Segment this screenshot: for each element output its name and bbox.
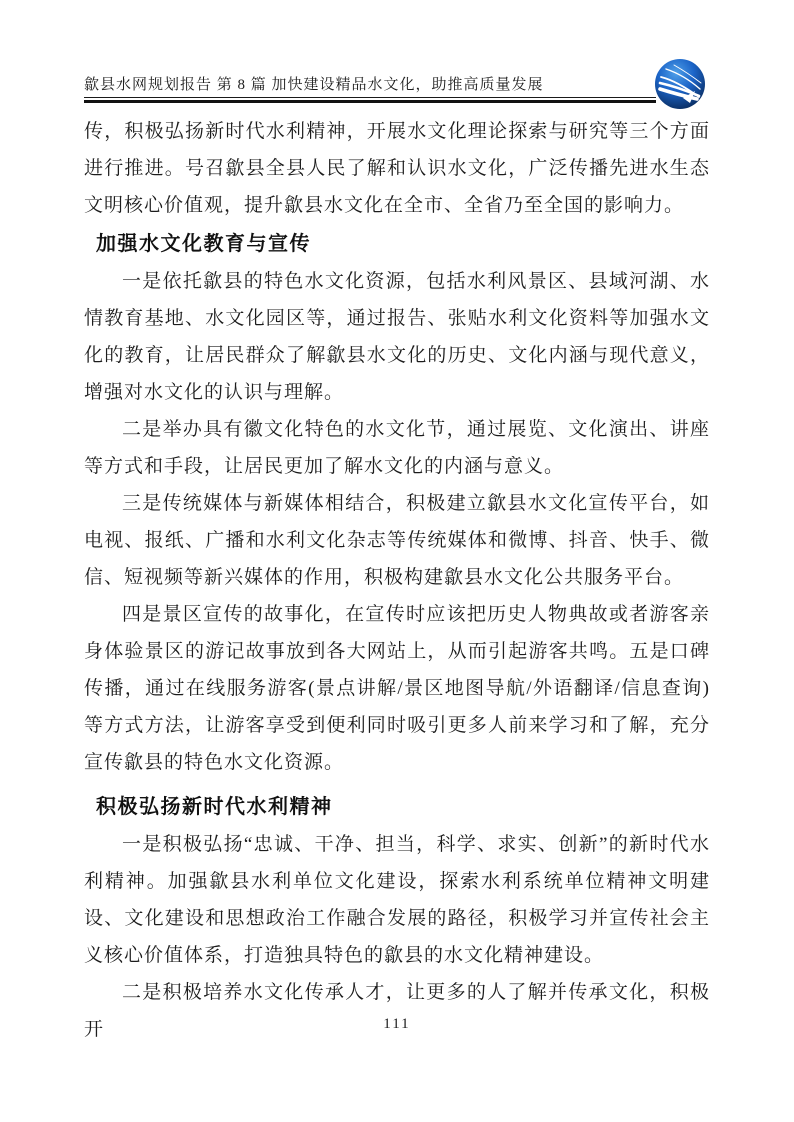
paragraph: 一是依托歙县的特色水文化资源，包括水利风景区、县域河湖、水情教育基地、水文化园区等，通过报告、张贴水利文化资料等加强水文化的教育，让居民群众了解歙县水文化的历史、文化内涵与现代意义，增强对水文化的认识与理解。 <box>84 271 710 403</box>
section-heading-education-publicity: 加强水文化教育与宣传 <box>96 233 311 255</box>
header-divider <box>84 97 656 103</box>
paragraph: 二是举办具有徽文化特色的水文化节，通过展览、文化演出、讲座等方式和手段，让居民更加了解水文化的内涵与意义。 <box>84 419 710 477</box>
header-title: 歙县水网规划报告 第 8 篇 加快建设精品水文化，助推高质量发展 <box>84 77 544 93</box>
continuation-paragraph: 传，积极弘扬新时代水利精神，开展水文化理论探索与研究等三个方面进行推进。号召歙县全县人民了解和认识水文化，广泛传播先进水生态文明核心价值观，提升歙县水文化在全市、全省乃至全国的影响力。 <box>84 121 710 216</box>
section-heading-water-spirit: 积极弘扬新时代水利精神 <box>96 796 333 818</box>
page-header <box>84 0 710 103</box>
page-number: 111 <box>383 1016 411 1032</box>
document-body <box>84 113 710 1048</box>
paragraph: 一是积极弘扬“忠诚、干净、担当，科学、求实、创新”的新时代水利精神。加强歙县水利单位文化建设，探索水利系统单位精神文明建设、文化建设和思想政治工作融合发展的路径，积极学习并宣传社会主义核心价值体系，打造独具特色的歙县的水文化精神建设。 <box>84 834 710 966</box>
paragraph: 三是传统媒体与新媒体相结合，积极建立歙县水文化宣传平台，如电视、报纸、广播和水利文化杂志等传统媒体和微博、抖音、快手、微信、短视频等新兴媒体的作用，积极构建歙县水文化公共服务平台。 <box>84 493 710 588</box>
paragraph: 四是景区宣传的故事化，在宣传时应该把历史人物典故或者游客亲身体验景区的游记故事放到各大网站上，从而引起游客共鸣。五是口碑传播，通过在线服务游客(景点讲解/景区地图导航/外语翻译/信息查询)等方式方法，让游客享受到便利同时吸引更多人前来学习和了解，充分宣传歙县的特色水文化资源。 <box>84 604 710 773</box>
paragraph: 二是积极培养水文化传承人才，让更多的人了解并传承文化，积极开 <box>84 982 710 1040</box>
water-swoosh-logo-icon <box>654 58 706 110</box>
page-footer <box>0 1016 794 1033</box>
